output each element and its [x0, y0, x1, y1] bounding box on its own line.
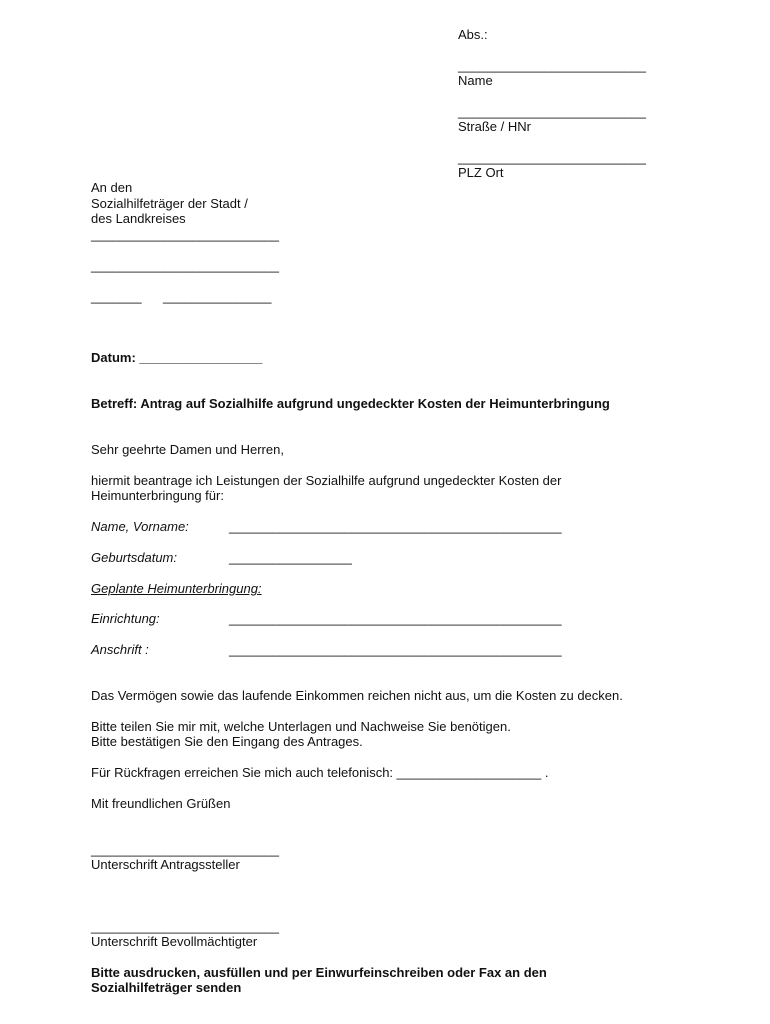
sender-street-label: Straße / HNr — [458, 119, 531, 134]
birthdate-field-label: Geburtsdatum: — [91, 550, 177, 565]
date-label: Datum: — [91, 350, 140, 365]
sender-name-label: Name — [458, 73, 493, 88]
closing: Mit freundlichen Grüßen — [91, 796, 231, 811]
sender-name-line[interactable]: __________________________ — [458, 58, 646, 73]
footer-instruction-line-1: Bitte ausdrucken, ausfüllen und per Einwurfeinschreiben oder Fax an den — [91, 965, 547, 980]
applicant-signature-label: Unterschrift Antragssteller — [91, 857, 240, 872]
intro-line-2: Heimunterbringung für: — [91, 488, 224, 503]
applicant-signature-line[interactable]: __________________________ — [91, 842, 279, 857]
phone-end: . — [541, 765, 549, 780]
facility-field-line[interactable]: ______________________________________________ — [229, 611, 562, 626]
address-field-line[interactable]: ______________________________________________ — [229, 642, 562, 657]
birthdate-field-line[interactable]: _________________ — [229, 550, 352, 565]
proxy-signature-line[interactable]: __________________________ — [91, 919, 279, 934]
sender-street-line[interactable]: __________________________ — [458, 104, 646, 119]
date-row — [91, 350, 262, 366]
name-field-label: Name, Vorname: — [91, 519, 189, 534]
name-field-line[interactable]: ______________________________________________ — [229, 519, 562, 534]
assets-paragraph: Das Vermögen sowie das laufende Einkommen reichen nicht aus, um die Kosten zu decken. — [91, 688, 623, 703]
address-field-label: Anschrift : — [91, 642, 149, 657]
recipient-line-1: An den — [91, 180, 133, 195]
phone-line[interactable]: ____________________ — [396, 765, 542, 780]
facility-field-label: Einrichtung: — [91, 611, 160, 626]
salutation: Sehr geehrte Damen und Herren, — [91, 442, 284, 457]
intro-line-1: hiermit beantrage ich Leistungen der Sozialhilfe aufgrund ungedeckter Kosten der — [91, 473, 562, 488]
subject-line: Betreff: Antrag auf Sozialhilfe aufgrund ungedeckter Kosten der Heimunterbringung — [91, 396, 610, 411]
recipient-line-2: Sozialhilfeträger der Stadt / — [91, 196, 248, 211]
sender-city-line[interactable]: __________________________ — [458, 150, 646, 165]
footer-instruction-line-2: Sozialhilfeträger senden — [91, 980, 242, 995]
phone-row — [91, 765, 549, 781]
planned-placement-heading: Geplante Heimunterbringung: — [91, 581, 262, 596]
sender-label: Abs.: — [458, 27, 488, 42]
date-line[interactable]: _________________ — [139, 350, 263, 365]
recipient-postcode-blank[interactable]: _______ — [91, 289, 142, 304]
proxy-signature-label: Unterschrift Bevollmächtigter — [91, 934, 258, 949]
recipient-line-3: des Landkreises — [91, 211, 186, 226]
sender-city-label: PLZ Ort — [458, 165, 504, 180]
phone-text: Für Rückfragen erreichen Sie mich auch telefonisch: — [91, 765, 397, 780]
recipient-blank-1[interactable]: __________________________ — [91, 227, 279, 242]
recipient-city-blank[interactable]: _______________ — [163, 289, 272, 304]
recipient-blank-2[interactable]: __________________________ — [91, 258, 279, 273]
confirm-paragraph: Bitte bestätigen Sie den Eingang des Antrages. — [91, 734, 363, 749]
documents-paragraph: Bitte teilen Sie mir mit, welche Unterlagen und Nachweise Sie benötigen. — [91, 719, 511, 734]
